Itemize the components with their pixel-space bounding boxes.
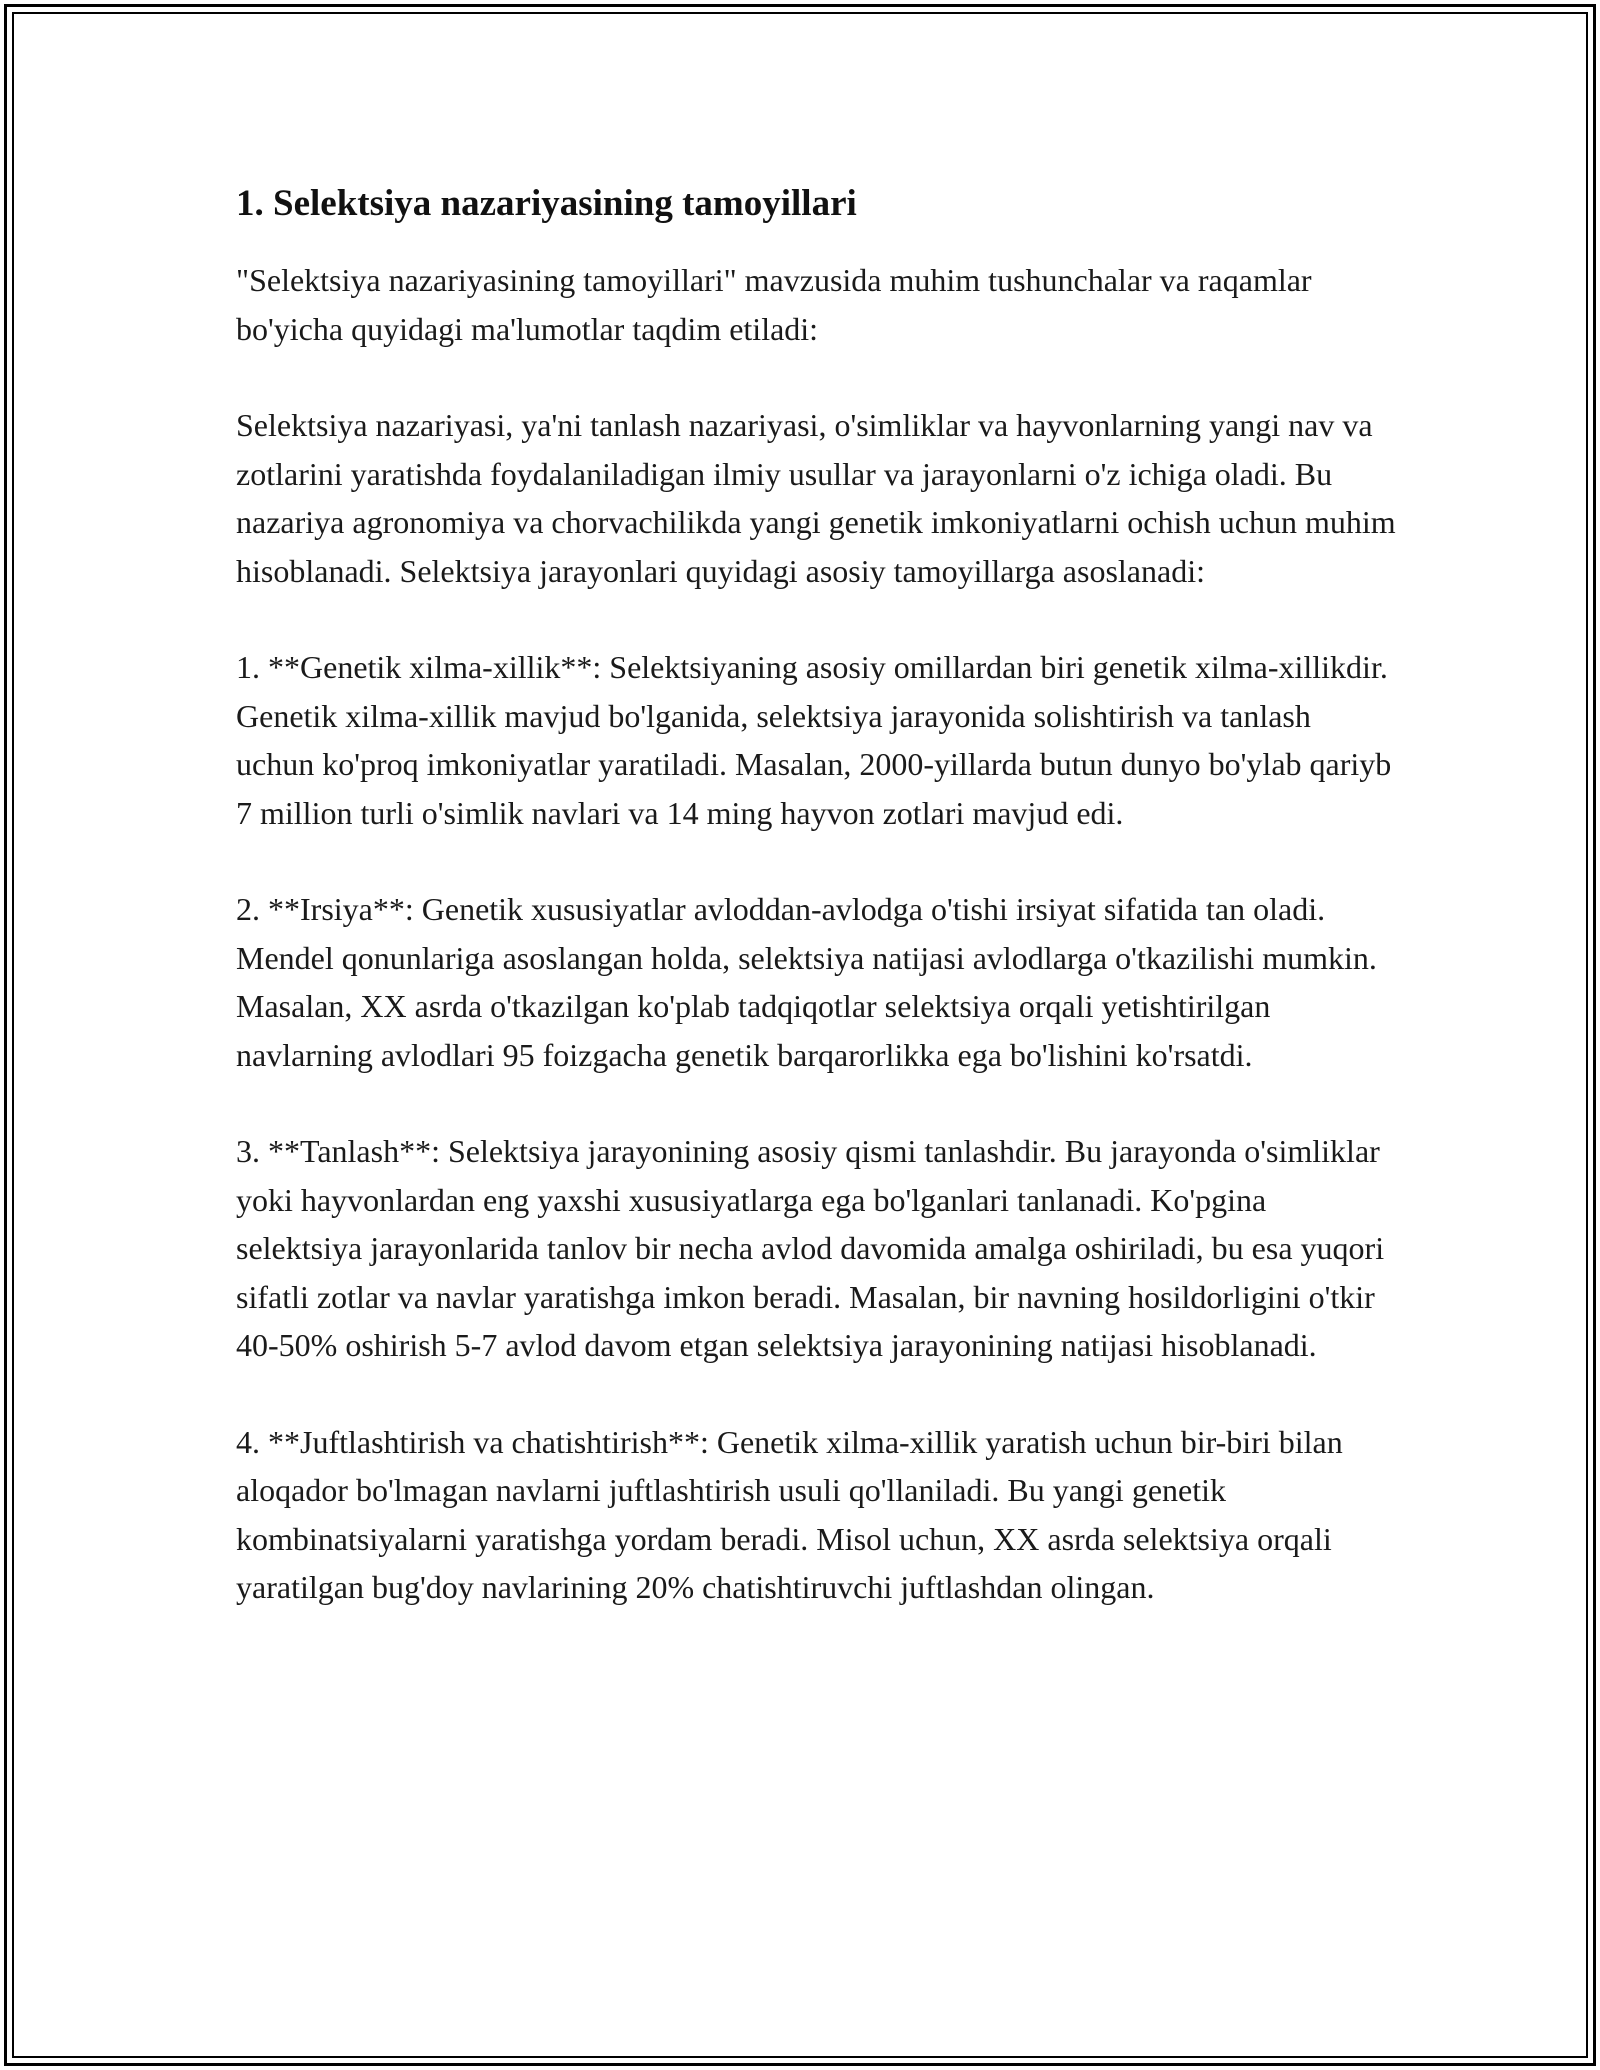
principle-heredity: 2. **Irsiya**: Genetik xususiyatlar avloddan-avlodga o'tishi irsiyat sifatida tan oladi. Mendel qonunlariga asoslangan holda, selektsiya natijasi avlodlarga o'tkazilishi mumkin. Masalan, XX asrda o'tkazilgan ko'plab tadqiqotlar selektsiya orqali yetishtirilgan navlarning avlodlari 95 foizgacha genetik barqarorlikka ega bo'lishini ko'rsatdi.: [236, 891, 1385, 1073]
document-title: 1. Selektsiya nazariyasining tamoyillari: [236, 183, 857, 224]
document-body: [236, 182, 1404, 1612]
principle-genetic-diversity: 1. **Genetik xilma-xillik**: Selektsiyaning asosiy omillardan biri genetik xilma-xillikdir. Genetik xilma-xillik mavjud bo'lganida, selektsiya jarayonida solishtirish va tanlash uchun ko'proq imkoniyatlar yaratiladi. Masalan, 2000-yillarda butun dunyo bo'ylab qariyb 7 million turli o'simlik navlari va 14 ming hayvon zotlari mavjud edi.: [236, 649, 1400, 831]
intro-paragraph: "Selektsiya nazariyasining tamoyillari" mavzusida muhim tushunchalar va raqamlar bo'yicha quyidagi ma'lumotlar taqdim etiladi:: [236, 262, 1320, 347]
principle-crossbreeding: 4. **Juftlashtirish va chatishtirish**: Genetik xilma-xillik yaratish uchun bir-biri bilan aloqador bo'lmagan navlarni juftlashtirish usuli qo'llaniladi. Bu yangi genetik kombinatsiyalarni yaratishga yordam beradi. Misol uchun, XX asrda selektsiya orqali yaratilgan bug'doy navlarining 20% chatishtiruvchi juftlashdan olingan.: [236, 1423, 1351, 1606]
principle-selection: 3. **Tanlash**: Selektsiya jarayonining asosiy qismi tanlashdir. Bu jarayonda o'simliklar yoki hayvonlardan eng yaxshi xususiyatlarga ega bo'lganlari tanlanadi. Ko'pgina selektsiya jarayonlarida tanlov bir necha avlod davomida amalga oshiriladi, bu esa yuqori sifatli zotlar va navlar yaratishga imkon beradi. Masalan, bir navning hosildorligini o'tkir 40-50% oshirish 5-7 avlod davom etgan selektsiya jarayonining natijasi hisoblanadi.: [236, 1133, 1393, 1364]
overview-paragraph: Selektsiya nazariyasi, ya'ni tanlash nazariyasi, o'simliklar va hayvonlarning yangi nav va zotlarini yaratishda foydalaniladigan ilmiy usullar va jarayonlarni o'z ichiga oladi. Bu nazariya agronomiya va chorvachilikda yangi genetik imkoniyatlarni ochish uchun muhim hisoblanadi. Selektsiya jarayonlari quyidagi asosiy tamoyillarga asoslanadi:: [236, 407, 1404, 589]
